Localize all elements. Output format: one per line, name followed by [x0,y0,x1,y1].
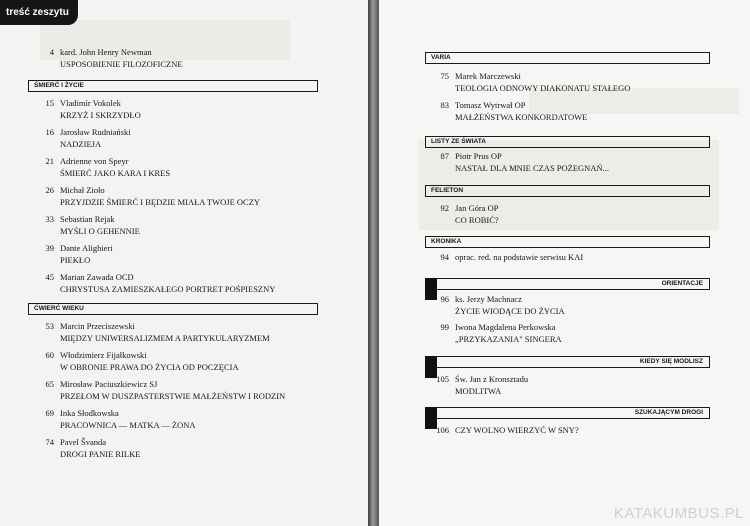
author: Sebastian Rejak [60,214,115,224]
page-number: 69 [45,408,54,418]
author: Adrienne von Speyr [60,156,129,166]
section-name: ŚMIERĆ I ŻYCIE [34,82,84,89]
author: Pavel Švanda [60,437,107,447]
section-name: FELIETON [431,187,464,194]
section-name: LISTY ZE ŚWIATA [431,138,486,145]
page-number: 60 [45,350,54,360]
article-title: CO ROBIĆ? [455,215,499,225]
right-page [379,0,750,526]
section-header [425,136,710,148]
section-header [28,80,318,92]
article-title: MAŁŻEŃSTWA KONKORDATOWE [455,112,588,122]
author: Marek Marczewski [455,71,521,81]
author: Św. Jan z Kronsztadu [455,374,529,384]
section-tab: treść zeszytu [0,0,78,25]
author: Dante Alighieri [60,243,113,253]
page-number: 26 [45,185,54,195]
article-title: CHRYSTUSA ZAMIESZKAŁEGO PORTRET POŚPIESZNY [60,284,276,294]
author: Jarosław Rudniański [60,127,131,137]
article-title: ŻYCIE WIODĄCE DO ŻYCIA [455,306,565,316]
section-header [28,303,318,315]
author: Marian Zawada OCD [60,272,134,282]
page-number: 4 [49,47,54,57]
watermark: KATAKUMBUS.PL [613,505,744,522]
article-title: TEOLOGIA ODNOWY DIAKONATU STAŁEGO [455,83,631,93]
section-name: KRONIKA [431,238,462,245]
section-header [425,407,710,419]
author: Marcin Przeciszewski [60,321,135,331]
page-number: 94 [440,252,449,262]
page-number: 16 [45,127,54,137]
section-name: SZUKAJĄCYM DROGI [634,409,703,416]
page-number: 105 [436,374,449,384]
article-title: W OBRONIE PRAWA DO ŻYCIA OD POCZĘCIA [60,362,239,372]
left-page [0,0,368,526]
section-header [425,236,710,248]
article-title: PIEKŁO [60,255,91,265]
author: Jan Góra OP [455,203,499,213]
section-header [425,356,710,368]
author: kard. John Henry Newman [60,47,152,57]
section-name: VARIA [431,54,451,61]
section-header [425,185,710,197]
author: Tomasz Wytrwał OP [455,100,526,110]
page-number: 15 [45,98,54,108]
page-number: 99 [440,322,449,332]
author: Michał Zioło [60,185,105,195]
article-title: „PRZYKAZANIA" SINGERA [455,334,562,344]
article-title: PRACOWNICA — MATKA — ŻONA [60,420,196,430]
author: Piotr Prus OP [455,151,502,161]
page-number: 39 [45,243,54,253]
book-gutter [368,0,379,526]
page-number: 74 [45,437,54,447]
section-header [425,278,710,290]
section-name: ĆWIERĆ WIEKU [34,305,84,312]
article-title: MIĘDZY UNIWERSALIZMEM A PARTYKULARYZMEM [60,333,270,343]
page-number: 21 [45,156,54,166]
section-name: KIEDY SIĘ MODLISZ [639,358,703,365]
author: Vladimír Vokolek [60,98,121,108]
page-number: 87 [440,151,449,161]
article-title: USPOSOBIENIE FILOZOFICZNE [60,59,183,69]
article-title: NADZIEJA [60,139,102,149]
article-title: MYŚLI O GEHENNIE [60,226,140,236]
author: CZY WOLNO WIERZYĆ W SNY? [455,425,579,435]
article-title: PRZEŁOM W DUSZPASTERSTWIE MAŁŻEŃSTW I RODZIN [60,391,286,401]
article-title: PRZYJDZIE ŚMIERĆ I BĘDZIE MIAŁA TWOJE OCZY [60,197,261,207]
article-title: NASTAŁ DLA MNIE CZAS POŻEGNAŃ... [455,163,609,173]
page-number: 96 [440,294,449,304]
author: ks. Jerzy Machnacz [455,294,522,304]
page-number: 92 [440,203,449,213]
author: Iwona Magdalena Perkowska [455,322,556,332]
page-number: 106 [436,425,449,435]
page-number: 65 [45,379,54,389]
page-number: 75 [440,71,449,81]
author: Mirosław Paciuszkiewicz SJ [60,379,158,389]
author: Włodzimierz Fijałkowski [60,350,147,360]
section-header [425,52,710,64]
page-number: 83 [440,100,449,110]
page-number: 53 [45,321,54,331]
article-title: ŚMIERĆ JAKO KARA I KRES [60,168,171,178]
article-title: DROGI PANIE RILKE [60,449,141,459]
article-title: KRZYŻ I SKRZYDŁO [60,110,141,120]
article-title: MODLITWA [455,386,502,396]
author: Inka Słodkowska [60,408,119,418]
section-name: ORIENTACJE [661,280,703,287]
page-number: 45 [45,272,54,282]
page-number: 33 [45,214,54,224]
author: oprac. red. na podstawie serwisu KAI [455,252,584,262]
